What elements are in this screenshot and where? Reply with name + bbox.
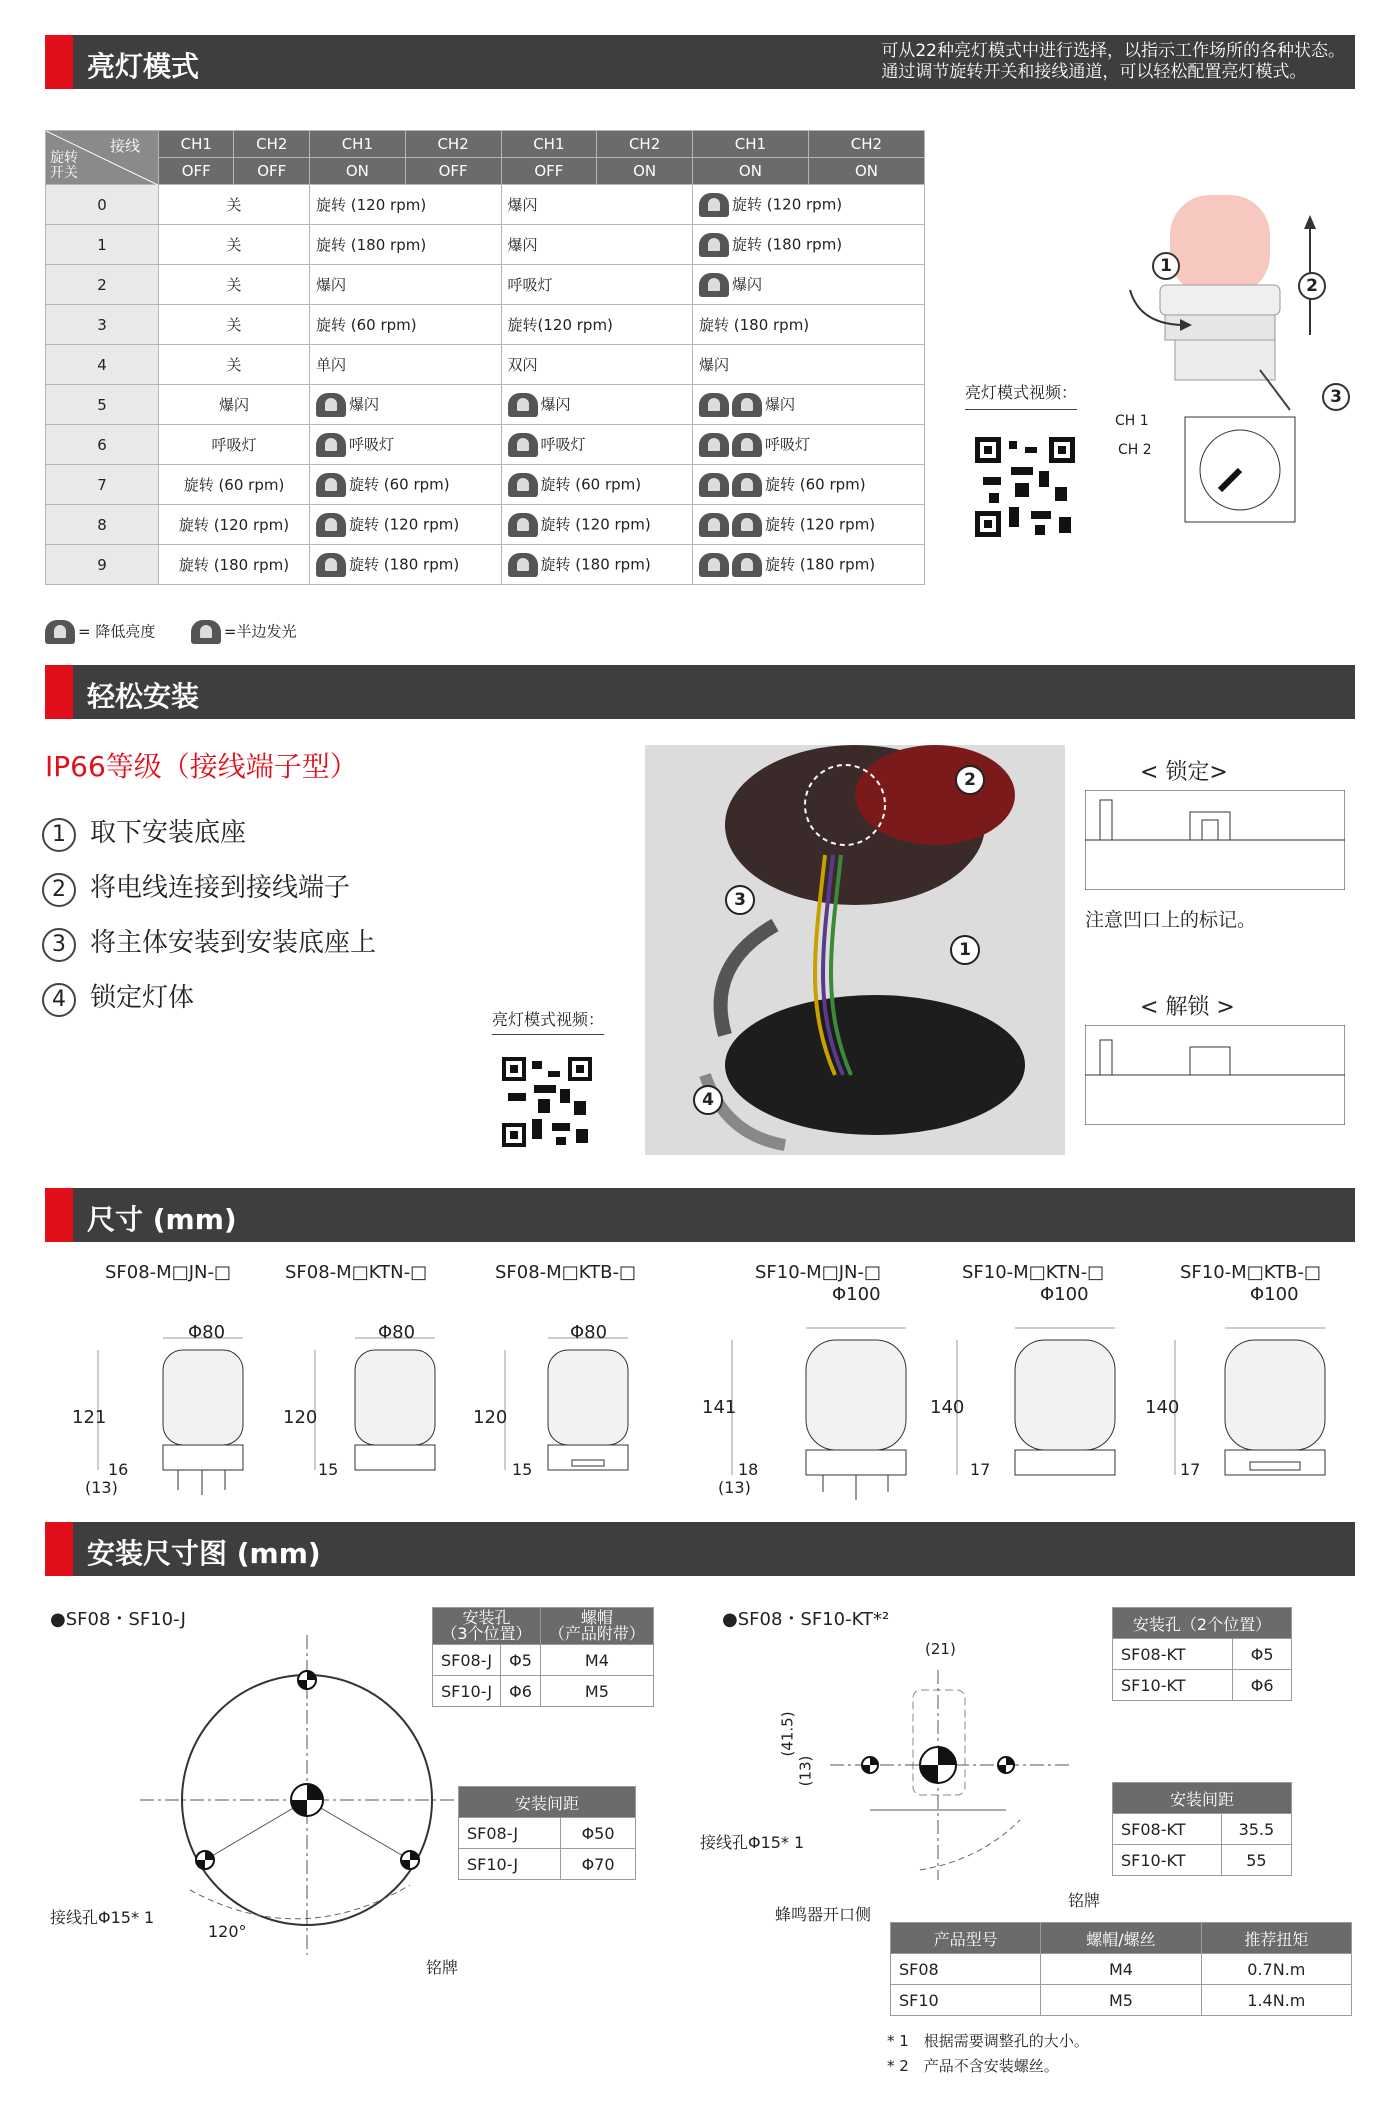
table-row: 5 爆闪 爆闪 爆闪 爆闪 [46,385,925,425]
install-step: 2 将电线连接到接线端子 [42,867,350,907]
model-label: SF10-M□JN-□ [755,1262,881,1283]
half-light-icon [732,393,762,417]
table-row: 7 旋转 (60 rpm) 旋转 (60 rpm) 旋转 (60 rpm) 旋转 (60 rpm) [46,465,925,505]
table-row: 6 呼吸灯 呼吸灯 呼吸灯 呼吸灯 [46,425,925,465]
dim-base: (13) [85,1478,118,1497]
ch-header: CH2 [808,131,924,158]
half-light-icon [732,473,762,497]
state-header: OFF [405,158,501,185]
ch-header: CH1 [692,131,808,158]
qr-code-icon[interactable] [975,437,1075,537]
wire-hole-label: 接线孔Φ15* 1 [50,1908,155,1927]
dim-height: 120 [283,1407,318,1428]
dim-brightness-icon [699,193,729,217]
table-row: 2 关 爆闪 呼吸灯 爆闪 [46,265,925,305]
dim-brightness-icon [699,393,729,417]
install-step: 4 锁定灯体 [42,977,194,1017]
install-step: 1 取下安装底座 [42,812,246,852]
accent-block [45,1188,73,1242]
half-light-icon [508,393,538,417]
model-label: SF08-M□KTB-□ [495,1262,636,1283]
mounting-diagram-kt [770,1650,1090,1900]
table-row: 0 关 旋转 (120 rpm) 爆闪 旋转 (120 rpm) [46,185,925,225]
dim-brightness-icon [699,473,729,497]
dim-height: 140 [930,1397,965,1418]
dim-brightness-icon [699,553,729,577]
model-label: SF10-M□KTB-□ [1180,1262,1321,1283]
torque-table: 产品型号 螺帽/螺丝 推荐扭矩 SF08 M4 0.7N.m SF10 M5 1.4N.m [890,1922,1352,2016]
table-legend: = 降低亮度 =半边发光 [45,620,296,644]
dim-height: 140 [1145,1397,1180,1418]
notch-note: 注意凹口上的标记。 [1085,909,1257,931]
device-illustration [1110,185,1355,545]
half-light-icon [191,620,221,644]
half-light-icon [316,473,346,497]
video-label: 亮灯模式视频： [492,1007,604,1035]
half-light-icon [508,473,538,497]
pitch-table-kt: 安装间距 SF08-KT 35.5 SF10-KT 55 [1112,1782,1292,1876]
section-header-lighting [45,35,1355,89]
footnote: * 2 产品不含安装螺丝。 [887,2057,1059,2075]
section-header-install [45,665,1355,719]
state-header: ON [597,158,693,185]
dim-diameter: Φ80 [188,1322,226,1343]
callout-2: 2 [955,765,985,795]
dim-height: 121 [72,1407,107,1428]
half-light-icon [732,433,762,457]
lock-diagram [1085,790,1345,890]
accent-block [45,665,73,719]
state-header: ON [808,158,924,185]
unlock-diagram [1085,1025,1345,1125]
dim-base: 17 [970,1460,991,1479]
dim-brightness-icon [699,273,729,297]
ip66-heading: IP66等级（接线端子型） [45,750,358,783]
table-row: 1 关 旋转 (180 rpm) 爆闪 旋转 (180 rpm) [46,225,925,265]
dim-brightness-icon [699,233,729,257]
nameplate-label: 铭牌 [426,1958,459,1977]
corner-label-wiring: 接线 [109,137,140,155]
half-light-icon [316,513,346,537]
callout-2: 2 [1298,272,1326,300]
dim-base: 18 [738,1460,759,1479]
half-light-icon [508,513,538,537]
model-label: SF08-M□KTN-□ [285,1262,428,1283]
diagram-title: ●SF08・SF10-J [50,1609,186,1630]
dim-base: 17 [1180,1460,1201,1479]
section-header-mounting [45,1522,1355,1576]
half-light-icon [508,433,538,457]
ch2-label: CH 2 [1118,442,1152,458]
section-header-dimensions [45,1188,1355,1242]
install-step: 3 将主体安装到安装底座上 [42,922,376,962]
callout-4: 4 [693,1085,723,1115]
dim-label: (21) [925,1640,956,1658]
ch-header: CH2 [597,131,693,158]
ch-header: CH1 [501,131,597,158]
callout-3: 3 [725,885,755,915]
unlock-label: < 解锁 > [1140,995,1235,1020]
model-label: SF10-M□KTN-□ [962,1262,1105,1283]
install-photo-panel [645,745,1355,1155]
half-light-icon [316,553,346,577]
dim-diameter: Φ100 [832,1284,881,1305]
state-header: ON [692,158,808,185]
table-row: 4 关 单闪 双闪 爆闪 [46,345,925,385]
lock-label: < 锁定> [1140,760,1228,785]
half-light-icon [508,553,538,577]
nameplate-label: 铭牌 [1068,1891,1101,1910]
state-header: OFF [234,158,310,185]
dim-diameter: Φ80 [378,1322,416,1343]
section-title: 尺寸 (mm) [87,1203,237,1236]
section-title: 亮灯模式 [87,50,200,83]
half-light-icon [732,553,762,577]
dim-label: (13) [796,1755,815,1787]
dim-brightness-icon [699,513,729,537]
dim-height: 141 [702,1397,737,1418]
state-header: ON [310,158,406,185]
half-light-icon [316,433,346,457]
dim-base: (13) [718,1478,751,1497]
qr-code-icon[interactable] [502,1057,592,1147]
table-row: 9 旋转 (180 rpm) 旋转 (180 rpm) 旋转 (180 rpm) 旋转 (180 rpm) [46,545,925,585]
hole-table-j: 安装孔 （3个位置） 螺帽 （产品附带） SF08-J Φ5 M4 SF10-J Φ6 M5 [432,1607,654,1707]
section-description [881,41,1345,83]
dim-diameter: Φ100 [1250,1284,1299,1305]
dim-label: (41.5) [778,1711,797,1757]
dim-brightness-icon [699,433,729,457]
table-row: 8 旋转 (120 rpm) 旋转 (120 rpm) 旋转 (120 rpm) 旋转 (120 rpm) [46,505,925,545]
dim-diameter: Φ80 [570,1322,608,1343]
dim-base: 15 [512,1460,533,1479]
ch1-label: CH 1 [1115,413,1149,429]
dim-base: 15 [318,1460,339,1479]
model-label: SF08-M□JN-□ [105,1262,231,1283]
dim-height: 120 [473,1407,508,1428]
half-light-icon [732,513,762,537]
hole-table-kt: 安装孔（2个位置） SF08-KT Φ5 SF10-KT Φ6 [1112,1607,1292,1701]
ch-header: CH1 [310,131,406,158]
description-line: 可从22种亮灯模式中进行选择，以指示工作场所的各种状态。 [881,41,1345,61]
footnote: * 1 根据需要调整孔的大小。 [887,2032,1089,2050]
wire-hole-label: 接线孔Φ15* 1 [700,1833,805,1852]
pitch-table-j: 安装间距 SF08-J Φ50 SF10-J Φ70 [458,1786,636,1880]
buzzer-label: 蜂鸣器开口侧 [775,1905,872,1924]
accent-block [45,35,73,89]
half-light-icon [316,393,346,417]
accent-block [45,1522,73,1576]
lighting-pattern-table [45,130,925,585]
callout-3: 3 [1322,383,1350,411]
dim-brightness-icon [45,620,75,644]
ch-header: CH2 [405,131,501,158]
diagram-title: ●SF08・SF10-KT*² [722,1609,890,1630]
table-row: 3 关 旋转 (60 rpm) 旋转(120 rpm) 旋转 (180 rpm) [46,305,925,345]
ch-header: CH1 [159,131,234,158]
state-header: OFF [501,158,597,185]
state-header: OFF [159,158,234,185]
ch-header: CH2 [234,131,310,158]
video-label: 亮灯模式视频： [965,380,1077,410]
corner-label-switch: 旋转 开关 [50,150,78,181]
callout-1: 1 [950,935,980,965]
callout-1: 1 [1152,252,1180,280]
section-title: 轻松安装 [87,680,200,713]
section-title: 安装尺寸图 (mm) [87,1537,321,1570]
angle-label: 120° [208,1922,247,1941]
table-corner [46,131,159,185]
description-line: 通过调节旋转开关和接线通道，可以轻松配置亮灯模式。 [881,62,1307,82]
dim-diameter: Φ100 [1040,1284,1089,1305]
dim-base: 16 [108,1460,129,1479]
